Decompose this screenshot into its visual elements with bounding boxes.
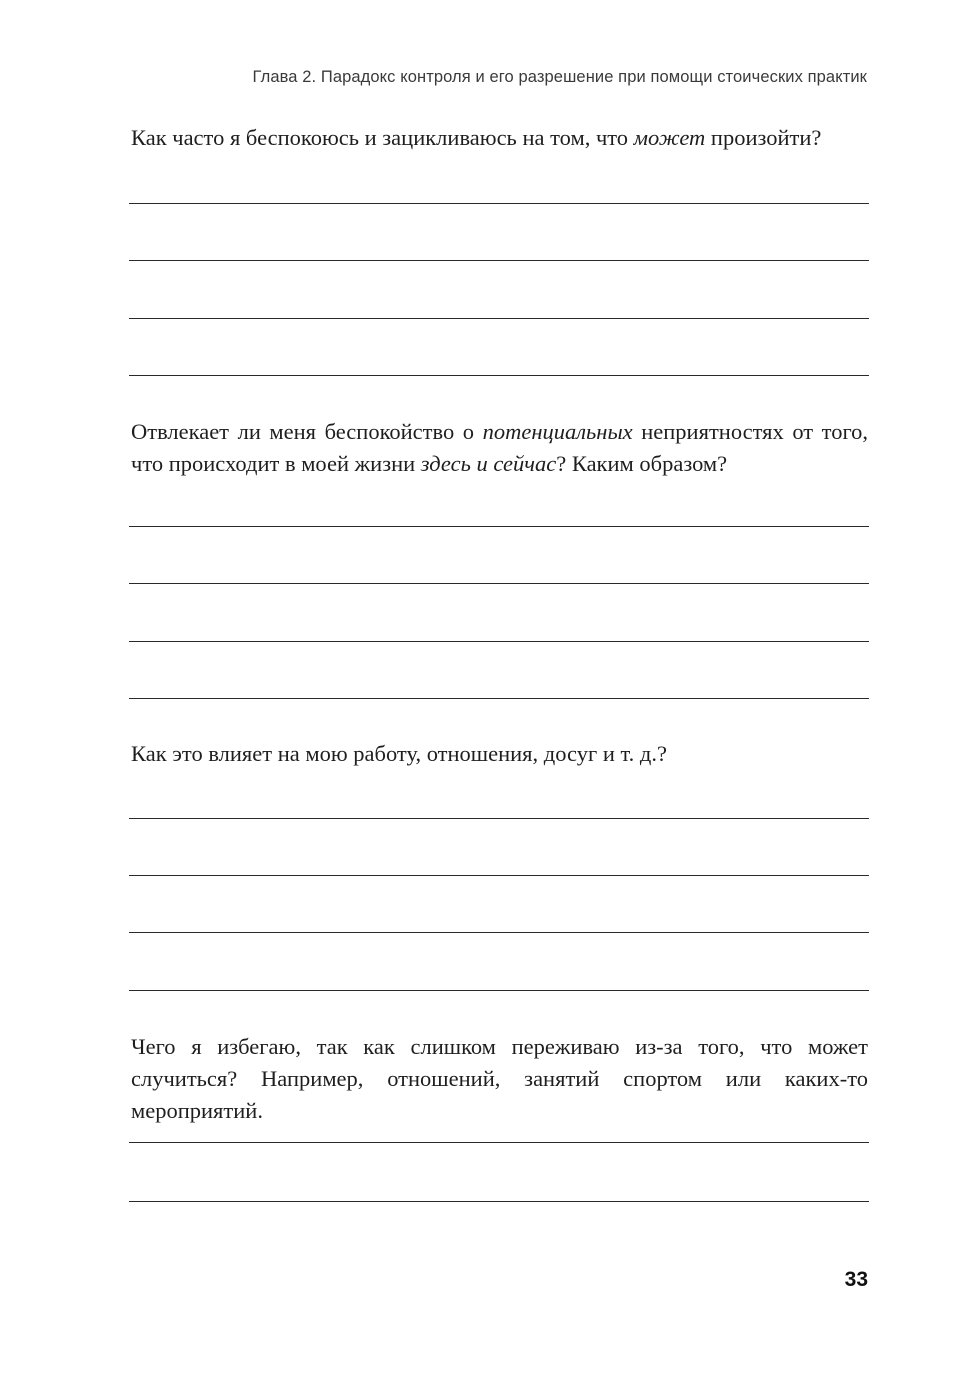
question-2-emphasis-2: здесь и сейчас [420,451,557,476]
answer-line-4-1[interactable] [129,1142,869,1143]
answer-line-1-4[interactable] [129,375,869,376]
question-1 [131,122,868,154]
question-2-text-end: ? Каким образом? [556,451,728,476]
page-number: 33 [844,1268,868,1291]
answer-line-1-2[interactable] [129,260,869,261]
answer-line-1-1[interactable] [129,203,869,204]
answer-line-3-4[interactable] [129,990,869,991]
answer-line-2-1[interactable] [129,526,869,527]
question-2-text: Отвлекает ли меня беспокойство о [131,419,483,444]
answer-line-2-2[interactable] [129,583,869,584]
question-1-text-end: произойти? [705,125,822,150]
question-3: Как это влияет на мою работу, отношения, досуг и т. д.? [131,741,667,766]
answer-line-3-2[interactable] [129,875,869,876]
answer-line-3-1[interactable] [129,818,869,819]
answer-line-4-2[interactable] [129,1201,869,1202]
question-2-emphasis-1: потенциальных [482,419,633,444]
question-2 [131,416,868,480]
answer-line-1-3[interactable] [129,318,869,319]
answer-line-2-4[interactable] [129,698,869,699]
answer-line-2-3[interactable] [129,641,869,642]
question-1-emphasis: может [633,125,706,150]
question-2-text-middle: неприятностях от того, что происходит в моей жизни [131,419,868,476]
answer-line-3-3[interactable] [129,932,869,933]
running-header: Глава 2. Парадокс контроля и его разрешение при помощи стоических практик [252,68,867,86]
question-1-text: Как часто я беспокоюсь и зацикливаюсь на том, что [131,125,634,150]
question-4: Чего я избегаю, так как слишком переживаю из-за того, что может случиться? Например, отношений, занятий спортом или каких-то мероприятий. [131,1034,868,1123]
